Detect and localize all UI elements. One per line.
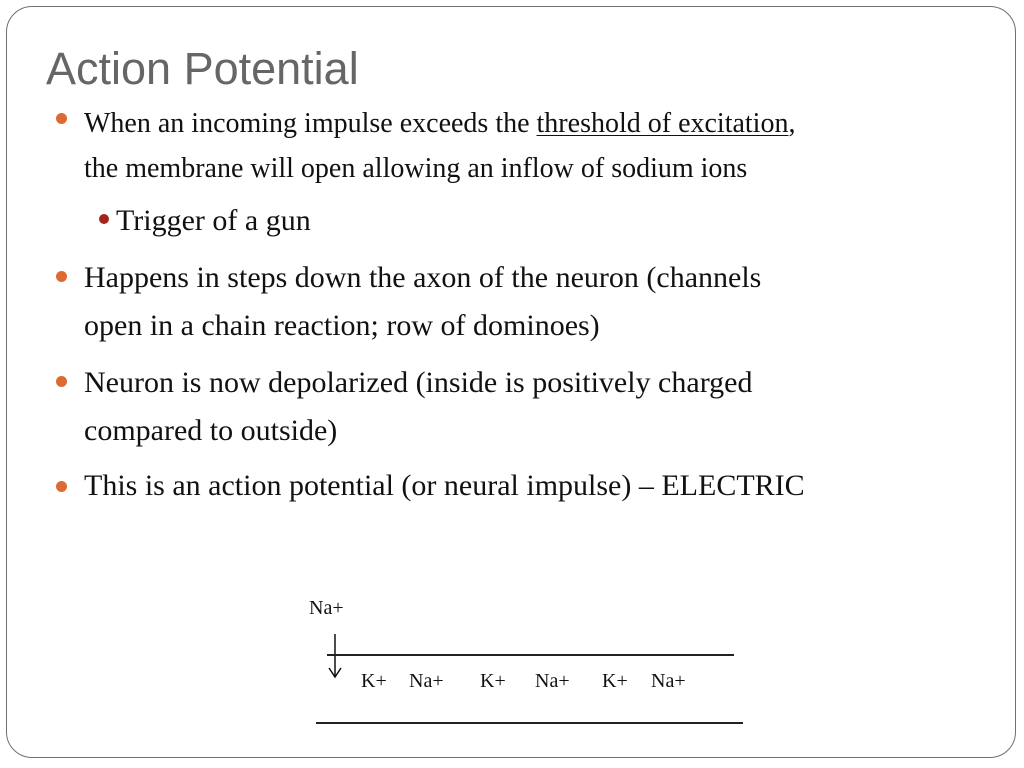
bullet-3: [84, 359, 752, 455]
bullet-1-text-post: ,: [788, 108, 796, 139]
sub-bullet-trigger: Trigger of a gun: [116, 204, 311, 237]
ion-label: Na+: [651, 670, 686, 692]
ion-label: K+: [602, 670, 628, 692]
bullet-2-line-2: open in a chain reaction; row of dominoes): [84, 309, 600, 342]
bullet-3-line-2: compared to outside): [84, 414, 338, 447]
ion-label: K+: [480, 670, 506, 692]
slide-title: Action Potential: [46, 43, 359, 94]
bullet-dot-icon: [56, 113, 67, 124]
bullet-2: [84, 254, 761, 350]
ion-label: K+: [361, 670, 387, 692]
ion-label: Na+: [535, 670, 570, 692]
bullet-2-line-1: Happens in steps down the axon of the neuron (channels: [84, 261, 762, 294]
bullet-1: [84, 101, 795, 191]
down-arrow-icon: [325, 632, 345, 682]
bullet-4: This is an action potential (or neural impulse) – ELECTRIC: [84, 469, 805, 502]
membrane-line-bottom: [316, 722, 743, 724]
bullet-1-line-1: [84, 101, 795, 146]
bullet-1-line-2: the membrane will open allowing an inflow of sodium ions: [84, 153, 748, 184]
sub-bullet-dot-icon: [99, 214, 109, 224]
bullet-1-text-pre: When an incoming impulse exceeds the: [84, 108, 537, 139]
bullet-3-line-1: Neuron is now depolarized (inside is positively charged: [84, 366, 753, 399]
threshold-term: threshold of excitation: [536, 108, 789, 139]
bullet-dot-icon: [56, 481, 67, 492]
bullet-dot-icon: [56, 376, 67, 387]
ion-label: Na+: [409, 670, 444, 692]
membrane-line-top: [327, 654, 734, 656]
bullet-dot-icon: [56, 271, 67, 282]
diagram-top-label: Na+: [309, 597, 344, 619]
